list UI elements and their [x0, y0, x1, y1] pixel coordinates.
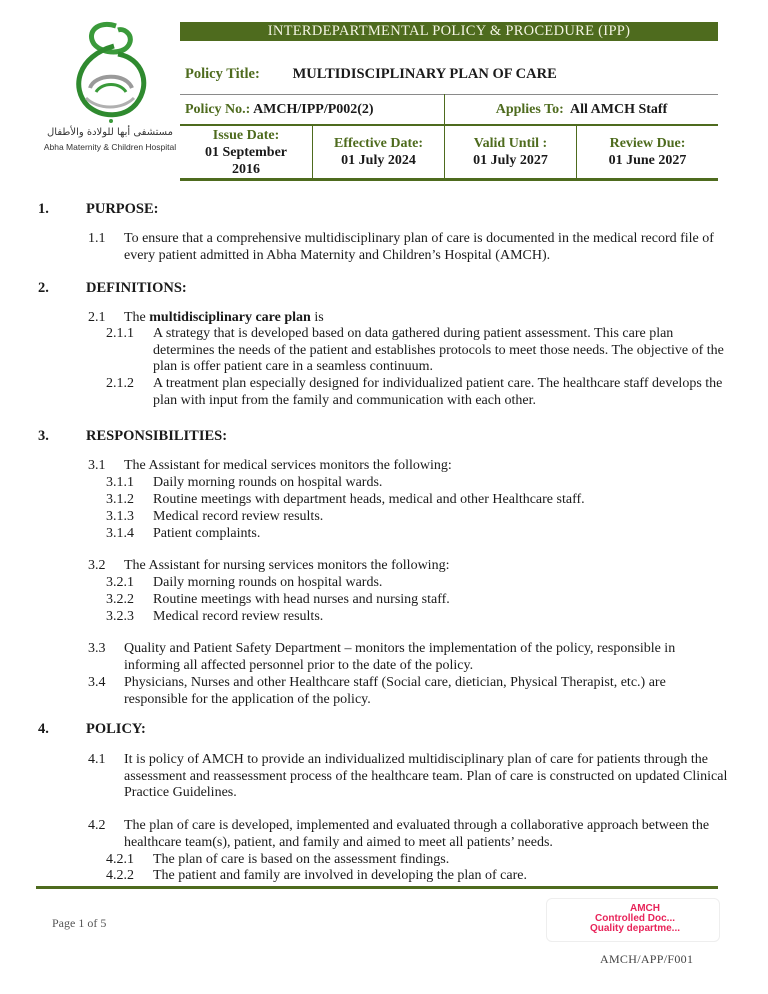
policy-number: AMCH/IPP/P002(2)	[253, 101, 374, 117]
list-subitem: 2.1.2 A treatment plan especially designed for individualized patient care. The healthcare staff develops the plan with input from the family and communication with each other.	[106, 376, 723, 408]
list-item: 2.1 The multidisciplinary care plan is	[88, 310, 324, 325]
list-subitem: 2.1.1 A strategy that is developed based on data gathered during patient assessment. This care plan determines the needs of the patient and establishes protocols to meet those needs. The objective of the plan is offer patient care in a seamless continuum.	[106, 326, 724, 374]
list-subitem: 3.1.3 Medical record review results.	[106, 509, 324, 524]
policy-number-cell: Policy No.: AMCH/IPP/P002(2)	[180, 95, 445, 126]
section-heading-purpose: 1. PURPOSE:	[38, 201, 159, 217]
issue-date: 01 September	[204, 144, 288, 160]
effective-date: 01 July 2024	[341, 153, 416, 168]
logo-emblem-icon	[68, 18, 154, 124]
section-heading-policy: 4. POLICY:	[38, 721, 146, 737]
list-subitem: 3.2.1 Daily morning rounds on hospital wards.	[106, 575, 383, 590]
list-item: 4.2 The plan of care is developed, implemented and evaluated through a collaborative approach between the healthcare team(s), patient, and family and aimed to meet all patients’ needs.	[88, 818, 710, 850]
list-subitem: 4.2.2 The patient and family are involved in developing the plan of care.	[106, 868, 527, 883]
list-subitem: 3.1.4 Patient complaints.	[106, 526, 261, 541]
list-subitem: 4.2.1 The plan of care is based on the assessment findings.	[106, 852, 450, 867]
list-item: 3.4 Physicians, Nurses and other Healthcare staff (Social care, dietician, Physical Therapist, etc.) are responsible for the application of the policy.	[88, 675, 666, 707]
list-item: 3.1 The Assistant for medical services monitors the following:	[88, 458, 452, 473]
valid-until-cell: Valid Until : 01 July 2027	[445, 125, 577, 180]
list-subitem: 3.2.2 Routine meetings with head nurses and nursing staff.	[106, 592, 450, 607]
hospital-name-english: Abha Maternity & Children Hospital	[43, 142, 177, 152]
effective-date-cell: Effective Date: 01 July 2024	[313, 125, 445, 180]
section-heading-definitions: 2. DEFINITIONS:	[38, 280, 187, 296]
form-code: AMCH/APP/F001	[600, 952, 694, 966]
list-item: 3.3 Quality and Patient Safety Department – monitors the implementation of the policy, responsible in informing all affected personnel prior to the date of the policy.	[88, 641, 676, 673]
hospital-logo	[40, 18, 180, 158]
applies-to: All AMCH Staff	[570, 101, 668, 117]
defined-term: multidisciplinary care plan	[149, 310, 311, 325]
hospital-name-arabic: مستشفى أبها للولادة والأطفال	[47, 127, 173, 138]
list-item: 3.2 The Assistant for nursing services monitors the following:	[88, 558, 450, 573]
policy-title-label: Policy Title:	[185, 66, 260, 82]
page-number: Page 1 of 5	[52, 916, 107, 930]
list-item: 4.1 It is policy of AMCH to provide an individualized multidisciplinary plan of care for patients through the assessment and reassessment process of the healthcare team. Plan of care is constructed on updated Clinical Practice Guidelines.	[88, 752, 728, 800]
review-due: 01 June 2027	[608, 153, 687, 168]
issue-date-cell: Issue Date: 01 September 2016	[180, 125, 313, 180]
controlled-document-stamp: AMCH Controlled Doc... Quality departme...	[589, 903, 681, 934]
section-heading-responsibilities: 3. RESPONSIBILITIES:	[38, 428, 228, 444]
applies-to-cell: Applies To: All AMCH Staff	[445, 95, 719, 126]
document-type-banner: INTERDEPARTMENTAL POLICY & PROCEDURE (IPP)	[180, 22, 718, 41]
review-due-cell: Review Due: 01 June 2027	[577, 125, 719, 180]
list-subitem: 3.1.1 Daily morning rounds on hospital wards.	[106, 475, 383, 490]
policy-title-row	[185, 66, 557, 83]
list-item: 1.1 To ensure that a comprehensive multidisciplinary plan of care is documented in the medical record file of every patient admitted in Abha Maternity and Children’s Hospital (AMCH).	[88, 231, 714, 263]
valid-until: 01 July 2027	[473, 153, 548, 168]
policy-title: MULTIDISCIPLINARY PLAN OF CARE	[292, 66, 557, 82]
footer-divider	[36, 886, 718, 889]
policy-info-table	[180, 94, 718, 181]
list-subitem: 3.2.3 Medical record review results.	[106, 609, 324, 624]
list-subitem: 3.1.2 Routine meetings with department heads, medical and other Healthcare staff.	[106, 492, 585, 507]
